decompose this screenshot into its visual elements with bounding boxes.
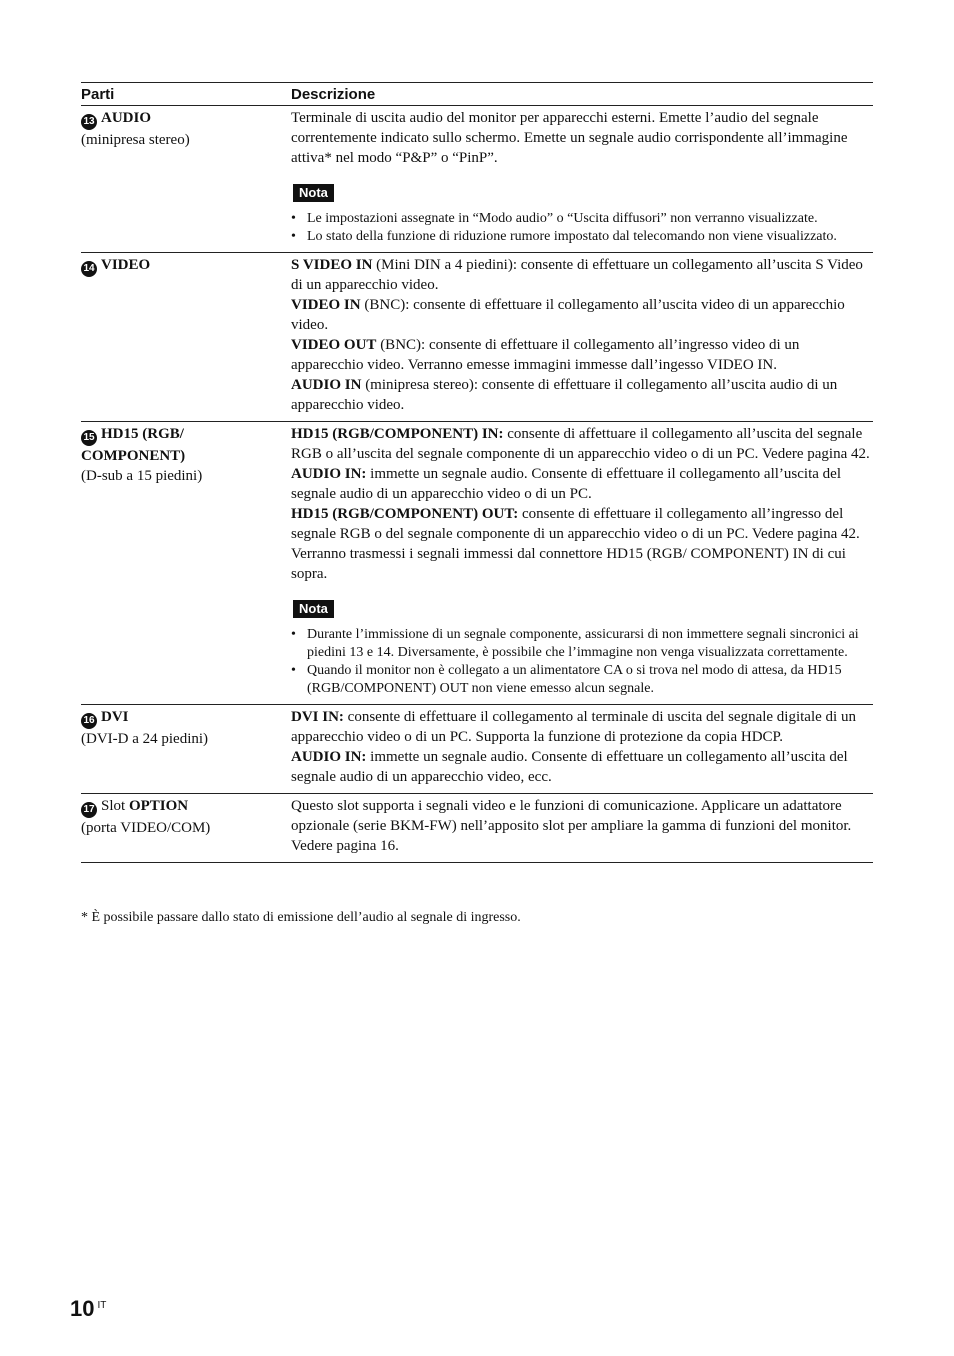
- term-text: (Mini DIN a 4 piedini): consente di effettuare un collegamento all’uscita S Video di un apparecchio video.: [291, 257, 863, 293]
- list-item: • Lo stato della funzione di riduzione rumore impostato dal telecomando non viene visualizzato.: [291, 228, 873, 246]
- part-title: VIDEO: [101, 257, 151, 273]
- list-item: • Quando il monitor non è collegato a un alimentatore CA o si trova nel modo di attesa, da HD15 (RGB/COMPONENT) OUT non viene emesso alcun segnale.: [291, 662, 873, 698]
- part-title: DVI: [101, 709, 129, 725]
- nota-list: [291, 626, 873, 698]
- part-subtitle: (minipresa stereo): [81, 132, 190, 148]
- description-item: [291, 747, 873, 787]
- page-number-value: 10: [70, 1296, 95, 1321]
- part-title: HD15 (RGB/ COMPONENT): [81, 426, 186, 464]
- part-title: AUDIO: [101, 110, 152, 126]
- list-item: • Le impostazioni assegnate in “Modo audio” o “Uscita diffusori” non verranno visualizzate.: [291, 210, 873, 228]
- term-label: VIDEO IN: [291, 297, 361, 313]
- term-text: immette un segnale audio. Consente di effettuare un collegamento all’uscita del segnale audio di un apparecchio video, ecc.: [291, 749, 848, 785]
- term-text: (minipresa stereo): consente di effettuare il collegamento all’uscita audio di un apparecchio video.: [291, 377, 838, 413]
- term-label: DVI IN:: [291, 709, 344, 725]
- description-item: [291, 295, 873, 335]
- header-descrizione: Descrizione: [291, 85, 376, 103]
- nota-label: Nota: [293, 600, 334, 618]
- table-row: [81, 705, 873, 794]
- number-badge: 13: [81, 114, 97, 130]
- nota-label: Nota: [293, 184, 334, 202]
- table-row: [81, 106, 873, 253]
- page-number: [70, 1296, 106, 1322]
- part-subtitle: (porta VIDEO/COM): [81, 820, 211, 836]
- number-badge: 17: [81, 802, 97, 818]
- term-label: AUDIO IN: [291, 377, 362, 393]
- description-item: [291, 335, 873, 375]
- table-row: [81, 253, 873, 422]
- description-item: [291, 375, 873, 415]
- table-row: [81, 422, 873, 705]
- term-label: HD15 (RGB/COMPONENT) IN:: [291, 426, 504, 442]
- term-label: S VIDEO IN: [291, 257, 373, 273]
- footnote: * È possibile passare dallo stato di emissione dell’audio al segnale di ingresso.: [81, 910, 521, 925]
- header-parti: Parti: [81, 85, 115, 103]
- description-item: [291, 504, 873, 584]
- number-badge: 16: [81, 713, 97, 729]
- number-badge: 14: [81, 261, 97, 277]
- term-label: AUDIO IN:: [291, 466, 367, 482]
- table-row: [81, 794, 873, 863]
- page-language: IT: [97, 1300, 107, 1311]
- description-item: [291, 424, 873, 464]
- description-item: [291, 255, 873, 295]
- part-subtitle: (D-sub a 15 piedini): [81, 468, 203, 484]
- term-text: (BNC): consente di effettuare il collegamento all’ingresso video di un apparecchio video. Verranno emesse immagini immesse dall’ingesso VIDEO IN.: [291, 337, 800, 373]
- term-label: AUDIO IN:: [291, 749, 367, 765]
- part-description: Terminale di uscita audio del monitor per apparecchi esterni. Emette l’audio del segnale correntemente indicato sullo schermo. Emette un segnale audio corrispondente all’immagine attiva* nel modo “P&P” o “PinP”.: [291, 110, 848, 166]
- number-badge: 15: [81, 430, 97, 446]
- part-description: Questo slot supporta i segnali video e le funzioni di comunicazione. Applicare un adattatore opzionale (serie BKM-FW) nell’apposito slot per ampliare la gamma di funzioni del monitor. Vedere pagina 16.: [291, 798, 852, 854]
- term-text: consente di effettuare il collegamento all’ingresso del segnale RGB o del segnale componente di un apparecchio video o di un PC. Vedere pagina 42. Verranno trasmessi i segnali immessi dal connettore HD15 (RGB/ COMPONENT) IN di cui sopra.: [291, 506, 860, 582]
- list-item: • Durante l’immissione di un segnale componente, assicurarsi di non immettere segnali sincronici ai piedini 13 e 14. Diversamente, è possibile che l’immagine non venga visualizzata correttamente.: [291, 626, 873, 662]
- part-title: OPTION: [128, 798, 189, 814]
- description-item: [291, 464, 873, 504]
- table-header: [81, 83, 873, 106]
- term-text: immette un segnale audio. Consente di effettuare il collegamento all’uscita del segnale audio di un apparecchio video o di un PC.: [291, 466, 841, 502]
- parts-table: [81, 82, 873, 863]
- term-text: (BNC): consente di effettuare il collegamento all’uscita video di un apparecchio video.: [291, 297, 845, 333]
- term-text: consente di affettuare il collegamento all’uscita del segnale RGB o all’uscita del segnale componente di un apparecchio video o di un PC. Vedere pagina 42.: [291, 426, 870, 462]
- term-label: HD15 (RGB/COMPONENT) OUT:: [291, 506, 519, 522]
- term-label: VIDEO OUT: [291, 337, 377, 353]
- part-subtitle: (DVI-D a 24 piedini): [81, 731, 209, 747]
- nota-list: [291, 210, 873, 246]
- part-title-prefix: Slot: [101, 798, 129, 814]
- term-text: consente di effettuare il collegamento al terminale di uscita del segnale digitale di un apparecchio video o di un PC. Supporta la funzione di protezione da copia HDCP.: [291, 709, 856, 745]
- description-item: [291, 707, 873, 747]
